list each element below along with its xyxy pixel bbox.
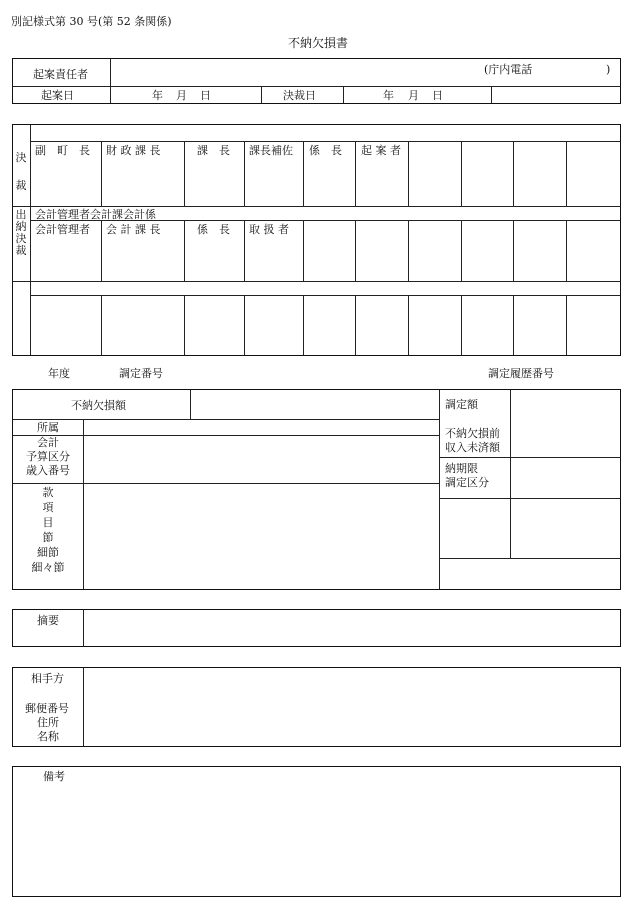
remarks-field[interactable] <box>14 785 619 895</box>
affiliation-label: 所属 <box>37 421 59 434</box>
assessed-amount-label: 調定額 <box>445 398 478 411</box>
setsu-label: 節 <box>42 531 54 544</box>
decision-date-label: 決裁日 <box>283 89 316 102</box>
role-accounting-chief: 係 長 <box>197 223 230 236</box>
draft-date-label: 起案日 <box>41 89 74 102</box>
decision-month: 月 <box>408 89 419 102</box>
history-number-label: 調定履歴番号 <box>488 367 554 380</box>
phone-label: (庁内電話 <box>484 63 533 76</box>
uncollected-labels <box>445 427 500 455</box>
account-label: 会計 <box>37 436 59 449</box>
draft-year: 年 <box>152 89 163 102</box>
uncollected-amount-label: 収入未済額 <box>445 441 500 454</box>
postal-code-label: 郵便番号 <box>25 702 69 715</box>
drafter-field[interactable] <box>111 60 619 85</box>
fiscal-year-label: 年度 <box>48 367 70 380</box>
amount-label: 不納欠損額 <box>71 399 126 412</box>
drafter-label: 起案責任者 <box>33 68 88 81</box>
approval-table <box>12 124 621 356</box>
deadline-label: 納期限 <box>445 462 478 475</box>
role-handler: 取 扱 者 <box>249 223 289 236</box>
address-label: 住所 <box>37 716 59 729</box>
summary-label: 摘要 <box>37 614 59 627</box>
role-vice-mayor: 副 町 長 <box>35 144 90 157</box>
budget-labels <box>13 436 83 478</box>
decision-year: 年 <box>383 89 394 102</box>
role-assistant-head: 課長補佐 <box>249 144 293 157</box>
draft-day: 日 <box>200 89 211 102</box>
remarks-label: 備考 <box>43 770 65 783</box>
assessment-class-label: 調定区分 <box>445 476 489 489</box>
kou-label: 項 <box>42 501 54 514</box>
role-section-head: 課 長 <box>197 144 230 157</box>
role-accounting-manager: 会計管理者 <box>35 223 90 236</box>
name-label: 名称 <box>37 730 59 743</box>
amount-field[interactable] <box>191 391 437 418</box>
saisetsu-label: 細節 <box>37 546 59 559</box>
counterparty-field[interactable] <box>84 669 619 745</box>
phone-close: ) <box>606 63 611 76</box>
budget-class-label: 予算区分 <box>26 450 70 463</box>
drafter-table <box>12 58 621 104</box>
kessai-label: 決 裁 <box>15 151 27 192</box>
deadline-labels <box>445 462 489 490</box>
page-title: 不納欠損書 <box>288 36 349 50</box>
moku-label: 目 <box>42 516 54 529</box>
role-chief: 係 長 <box>309 144 342 157</box>
revenue-number-label: 歳入番号 <box>26 464 70 477</box>
role-finance-head: 財 政 課 長 <box>106 144 161 157</box>
draft-month: 月 <box>176 89 187 102</box>
role-drafter: 起 案 者 <box>361 144 401 157</box>
counterparty-label: 相手方 <box>31 672 64 685</box>
role-accounting-head: 会 計 課 長 <box>106 223 161 236</box>
suitou-label: 出 納 決 裁 <box>15 208 27 257</box>
summary-box <box>12 609 621 647</box>
decision-day: 日 <box>432 89 443 102</box>
before-writeoff-label: 不納欠損前 <box>445 427 500 440</box>
summary-field[interactable] <box>84 611 619 645</box>
form-number: 別記様式第 30 号(第 52 条関係) <box>11 15 172 28</box>
main-table <box>12 389 621 590</box>
kan-label: 款 <box>42 486 54 499</box>
counterparty-box <box>12 667 621 747</box>
category-labels <box>13 485 83 575</box>
saisaisetsu-label: 細々節 <box>31 561 65 574</box>
suitou-header: 会計管理者会計課会計係 <box>35 208 156 221</box>
remarks-box <box>12 766 621 897</box>
assessment-number-label: 調定番号 <box>119 367 163 380</box>
